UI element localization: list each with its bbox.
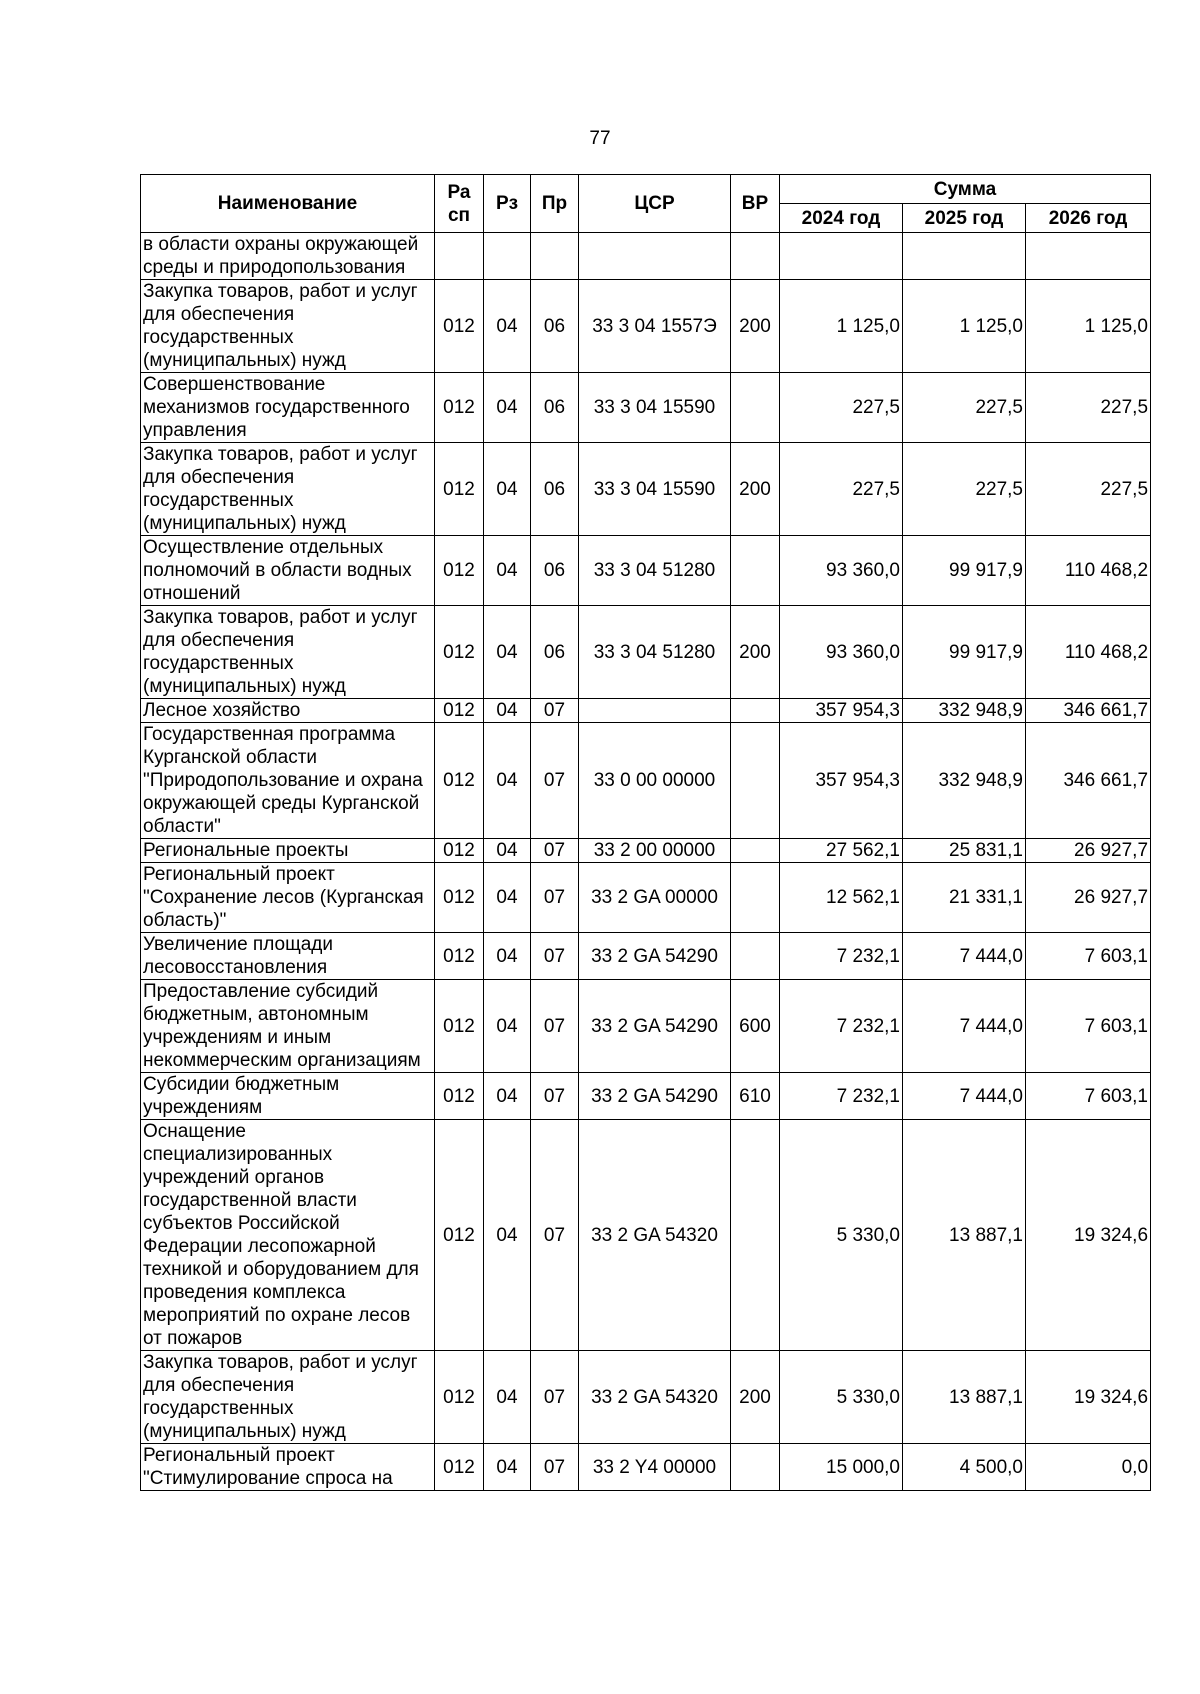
table-row [141, 723, 1151, 839]
table-header [141, 175, 1151, 233]
cell-csr [579, 699, 731, 723]
table-row [141, 980, 1151, 1073]
cell-2026: 26 927,7 [1026, 863, 1151, 933]
cell-pr: 06 [531, 536, 579, 606]
table-row [141, 1073, 1151, 1120]
cell-pr: 07 [531, 980, 579, 1073]
cell-csr: 33 3 04 15590 [579, 443, 731, 536]
cell-rasp: 012 [435, 863, 484, 933]
cell-pr: 07 [531, 863, 579, 933]
cell-2025: 7 444,0 [903, 933, 1026, 980]
cell-rz: 04 [484, 839, 531, 863]
cell-2025: 227,5 [903, 373, 1026, 443]
cell-rasp: 012 [435, 536, 484, 606]
header-year-2025: 2025 год [903, 204, 1026, 233]
cell-rz [484, 233, 531, 280]
cell-vr: 200 [731, 280, 780, 373]
cell-vr: 610 [731, 1073, 780, 1120]
cell-vr: 200 [731, 1351, 780, 1444]
cell-vr [731, 1120, 780, 1351]
cell-vr [731, 839, 780, 863]
cell-2026: 346 661,7 [1026, 699, 1151, 723]
cell-2025: 332 948,9 [903, 699, 1026, 723]
cell-2024: 15 000,0 [780, 1444, 903, 1491]
cell-vr [731, 536, 780, 606]
cell-2024: 7 232,1 [780, 933, 903, 980]
cell-pr: 06 [531, 443, 579, 536]
cell-2024: 27 562,1 [780, 839, 903, 863]
cell-pr: 07 [531, 839, 579, 863]
header-rasp: Ра сп [435, 175, 484, 233]
cell-2024: 357 954,3 [780, 723, 903, 839]
cell-vr [731, 933, 780, 980]
table-row [141, 699, 1151, 723]
cell-name: Региональные проекты [141, 839, 435, 863]
cell-2026: 7 603,1 [1026, 933, 1151, 980]
cell-rasp: 012 [435, 280, 484, 373]
cell-pr: 06 [531, 606, 579, 699]
cell-pr: 07 [531, 1351, 579, 1444]
cell-2025: 99 917,9 [903, 536, 1026, 606]
cell-csr: 33 2 GA 00000 [579, 863, 731, 933]
cell-csr: 33 2 GA 54320 [579, 1351, 731, 1444]
cell-2025: 227,5 [903, 443, 1026, 536]
header-name: Наименование [141, 175, 435, 233]
table-row [141, 536, 1151, 606]
cell-csr: 33 2 GA 54290 [579, 933, 731, 980]
cell-name: Государственная программа Курганской области "Природопользование и охрана окружающей среды Курганской области" [141, 723, 435, 839]
cell-vr: 600 [731, 980, 780, 1073]
cell-vr [731, 233, 780, 280]
cell-2024: 227,5 [780, 373, 903, 443]
cell-2024: 7 232,1 [780, 1073, 903, 1120]
cell-name: Оснащение специализированных учреждений органов государственной власти субъектов Российской Федерации лесопожарной техникой и оборудованием для проведения комплекса мероприятий по охране лесов от пожаров [141, 1120, 435, 1351]
table-row [141, 1444, 1151, 1491]
cell-rasp: 012 [435, 1444, 484, 1491]
cell-2025: 99 917,9 [903, 606, 1026, 699]
cell-name: Региональный проект "Стимулирование спроса на [141, 1444, 435, 1491]
cell-rz: 04 [484, 980, 531, 1073]
cell-csr: 33 2 GA 54290 [579, 1073, 731, 1120]
table-row [141, 606, 1151, 699]
budget-table [140, 174, 1151, 1491]
cell-2025: 332 948,9 [903, 723, 1026, 839]
cell-2025: 1 125,0 [903, 280, 1026, 373]
cell-pr: 06 [531, 280, 579, 373]
cell-rasp: 012 [435, 1351, 484, 1444]
cell-2025: 13 887,1 [903, 1120, 1026, 1351]
cell-name: Субсидии бюджетным учреждениям [141, 1073, 435, 1120]
table-row [141, 1351, 1151, 1444]
cell-csr: 33 2 Y4 00000 [579, 1444, 731, 1491]
cell-csr: 33 3 04 15590 [579, 373, 731, 443]
cell-vr [731, 723, 780, 839]
cell-2025: 13 887,1 [903, 1351, 1026, 1444]
cell-2026 [1026, 233, 1151, 280]
table-row [141, 443, 1151, 536]
cell-name: Лесное хозяйство [141, 699, 435, 723]
cell-csr: 33 3 04 1557Э [579, 280, 731, 373]
cell-2026: 26 927,7 [1026, 839, 1151, 863]
cell-vr: 200 [731, 606, 780, 699]
cell-rz: 04 [484, 1073, 531, 1120]
cell-name: Региональный проект "Сохранение лесов (Курганская область)" [141, 863, 435, 933]
cell-vr [731, 373, 780, 443]
cell-csr: 33 2 GA 54320 [579, 1120, 731, 1351]
cell-rz: 04 [484, 863, 531, 933]
cell-rz: 04 [484, 933, 531, 980]
cell-2026: 227,5 [1026, 373, 1151, 443]
cell-rasp: 012 [435, 1073, 484, 1120]
cell-2025: 7 444,0 [903, 980, 1026, 1073]
cell-pr: 07 [531, 723, 579, 839]
cell-name: в области охраны окружающей среды и природопользования [141, 233, 435, 280]
cell-csr [579, 233, 731, 280]
cell-2026: 7 603,1 [1026, 1073, 1151, 1120]
cell-2024: 5 330,0 [780, 1120, 903, 1351]
cell-rz: 04 [484, 1351, 531, 1444]
cell-pr: 06 [531, 373, 579, 443]
header-sum: Сумма [780, 175, 1151, 204]
header-csr: ЦСР [579, 175, 731, 233]
cell-csr: 33 3 04 51280 [579, 606, 731, 699]
table-row [141, 839, 1151, 863]
cell-csr: 33 2 00 00000 [579, 839, 731, 863]
cell-rz: 04 [484, 1120, 531, 1351]
cell-name: Закупка товаров, работ и услуг для обеспечения государственных (муниципальных) нужд [141, 443, 435, 536]
cell-rz: 04 [484, 443, 531, 536]
header-pr: Пр [531, 175, 579, 233]
cell-rasp: 012 [435, 980, 484, 1073]
cell-pr: 07 [531, 1120, 579, 1351]
cell-2026: 110 468,2 [1026, 606, 1151, 699]
cell-pr: 07 [531, 933, 579, 980]
cell-pr: 07 [531, 699, 579, 723]
table-row [141, 1120, 1151, 1351]
cell-vr [731, 1444, 780, 1491]
cell-rz: 04 [484, 280, 531, 373]
cell-2026: 7 603,1 [1026, 980, 1151, 1073]
cell-name: Предоставление субсидий бюджетным, автономным учреждениям и иным некоммерческим организациям [141, 980, 435, 1073]
cell-pr: 07 [531, 1444, 579, 1491]
cell-2025: 21 331,1 [903, 863, 1026, 933]
table-row [141, 233, 1151, 280]
cell-name: Закупка товаров, работ и услуг для обеспечения государственных (муниципальных) нужд [141, 606, 435, 699]
cell-rz: 04 [484, 699, 531, 723]
table-body [141, 233, 1151, 1491]
cell-2026: 346 661,7 [1026, 723, 1151, 839]
cell-2025 [903, 233, 1026, 280]
cell-rasp [435, 233, 484, 280]
header-vr: ВР [731, 175, 780, 233]
cell-name: Совершенствование механизмов государственного управления [141, 373, 435, 443]
cell-rasp: 012 [435, 699, 484, 723]
cell-csr: 33 2 GA 54290 [579, 980, 731, 1073]
cell-2025: 25 831,1 [903, 839, 1026, 863]
cell-pr: 07 [531, 1073, 579, 1120]
cell-csr: 33 3 04 51280 [579, 536, 731, 606]
cell-2026: 19 324,6 [1026, 1351, 1151, 1444]
cell-vr [731, 863, 780, 933]
cell-2024: 1 125,0 [780, 280, 903, 373]
cell-2025: 7 444,0 [903, 1073, 1026, 1120]
cell-2024: 227,5 [780, 443, 903, 536]
cell-rz: 04 [484, 723, 531, 839]
cell-rasp: 012 [435, 443, 484, 536]
cell-rz: 04 [484, 536, 531, 606]
cell-2026: 110 468,2 [1026, 536, 1151, 606]
cell-2024: 357 954,3 [780, 699, 903, 723]
cell-2024: 7 232,1 [780, 980, 903, 1073]
cell-2025: 4 500,0 [903, 1444, 1026, 1491]
cell-rasp: 012 [435, 723, 484, 839]
cell-rz: 04 [484, 373, 531, 443]
cell-rasp: 012 [435, 606, 484, 699]
page-number: 77 [589, 128, 611, 149]
cell-name: Закупка товаров, работ и услуг для обеспечения государственных (муниципальных) нужд [141, 280, 435, 373]
cell-2024: 12 562,1 [780, 863, 903, 933]
cell-2024: 5 330,0 [780, 1351, 903, 1444]
cell-vr [731, 699, 780, 723]
table-row [141, 280, 1151, 373]
cell-2026: 227,5 [1026, 443, 1151, 536]
cell-2026: 0,0 [1026, 1444, 1151, 1491]
cell-2024: 93 360,0 [780, 536, 903, 606]
header-year-2024: 2024 год [780, 204, 903, 233]
table-row [141, 373, 1151, 443]
cell-2026: 1 125,0 [1026, 280, 1151, 373]
cell-name: Закупка товаров, работ и услуг для обеспечения государственных (муниципальных) нужд [141, 1351, 435, 1444]
cell-rz: 04 [484, 606, 531, 699]
cell-rasp: 012 [435, 839, 484, 863]
cell-name: Увеличение площади лесовосстановления [141, 933, 435, 980]
cell-rz: 04 [484, 1444, 531, 1491]
cell-rasp: 012 [435, 1120, 484, 1351]
cell-2024: 93 360,0 [780, 606, 903, 699]
cell-2024 [780, 233, 903, 280]
header-year-2026: 2026 год [1026, 204, 1151, 233]
header-rz: Рз [484, 175, 531, 233]
table-row [141, 863, 1151, 933]
table-row [141, 933, 1151, 980]
cell-vr: 200 [731, 443, 780, 536]
cell-2026: 19 324,6 [1026, 1120, 1151, 1351]
cell-rasp: 012 [435, 373, 484, 443]
cell-name: Осуществление отдельных полномочий в области водных отношений [141, 536, 435, 606]
cell-rasp: 012 [435, 933, 484, 980]
cell-pr [531, 233, 579, 280]
cell-csr: 33 0 00 00000 [579, 723, 731, 839]
